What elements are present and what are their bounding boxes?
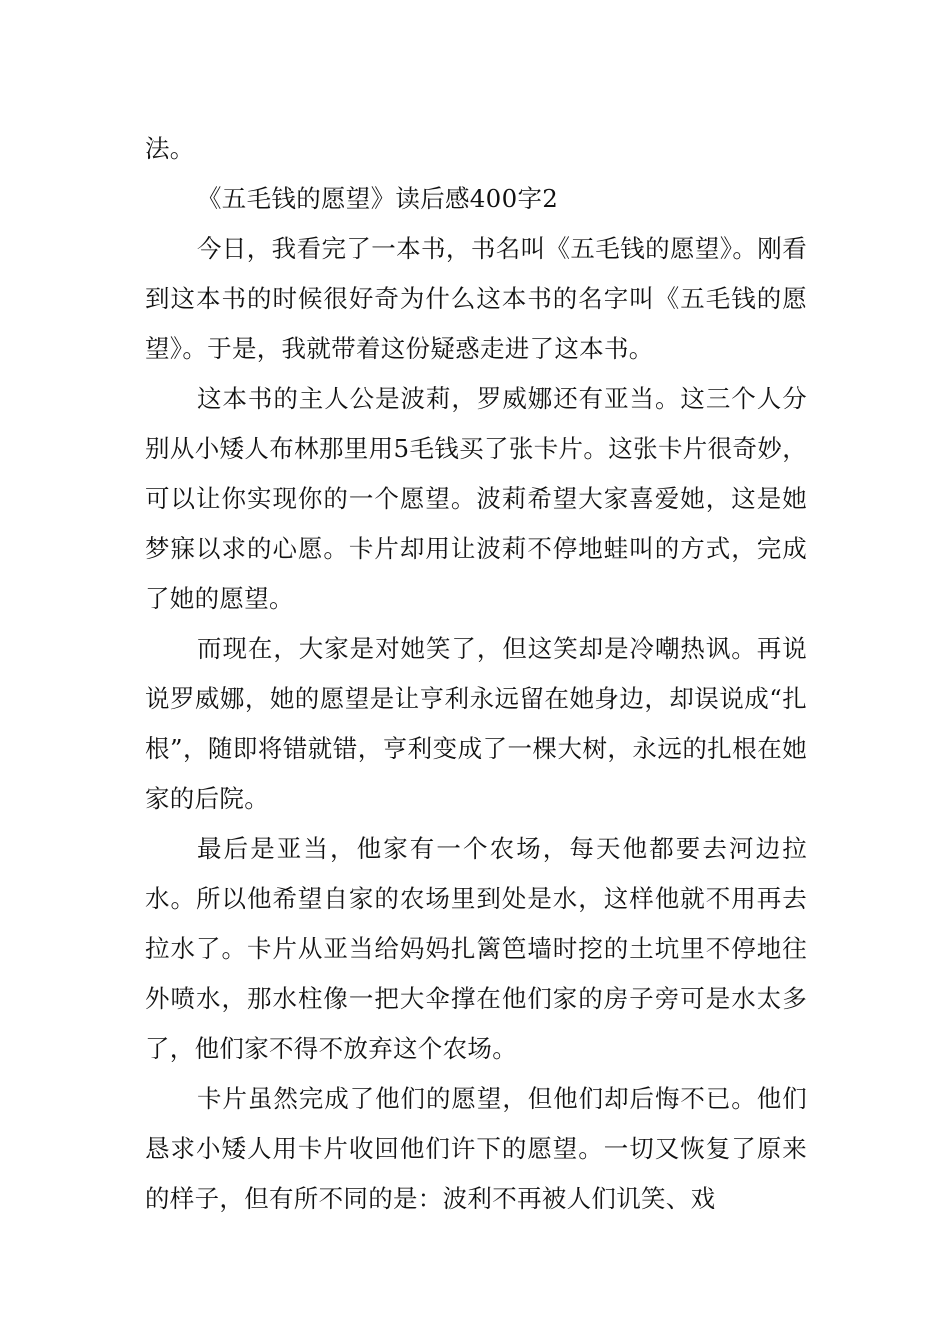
continuation-text: 法。 (145, 134, 195, 163)
essay-heading: 《五毛钱的愿望》读后感400字2 (197, 184, 559, 213)
paragraph-4: 最后是亚当，他家有一个农场，每天他都要去河边拉水。所以他希望自家的农场里到处是水，这样他就不用再去拉水了。卡片从亚当给妈妈扎篱笆墙时挖的土坑里不停地往外喷水，那水柱像一把大伞撑在他们家的房子旁可是水太多了，他们家不得不放弃这个农场。 (145, 834, 807, 1063)
paragraph-1: 今日，我看完了一本书，书名叫《五毛钱的愿望》。刚看到这本书的时候很好奇为什么这本书的名字叫《五毛钱的愿望》。于是，我就带着这份疑惑走进了这本书。 (145, 234, 807, 363)
document-body (145, 124, 807, 1224)
paragraph-2: 这本书的主人公是波莉，罗威娜还有亚当。这三个人分别从小矮人布林那里用5毛钱买了张卡片。这张卡片很奇妙，可以让你实现你的一个愿望。波莉希望大家喜爱她，这是她梦寐以求的心愿。卡片却用让波莉不停地蛙叫的方式，完成了她的愿望。 (145, 384, 807, 613)
paragraph-3: 而现在，大家是对她笑了，但这笑却是冷嘲热讽。再说说罗威娜，她的愿望是让亨利永远留在她身边，却误说成“扎根”，随即将错就错，亨利变成了一棵大树，永远的扎根在她家的后院。 (145, 634, 807, 813)
paragraph-5: 卡片虽然完成了他们的愿望，但他们却后悔不已。他们恳求小矮人用卡片收回他们许下的愿望。一切又恢复了原来的样子，但有所不同的是：波利不再被人们讥笑、戏 (145, 1084, 807, 1213)
